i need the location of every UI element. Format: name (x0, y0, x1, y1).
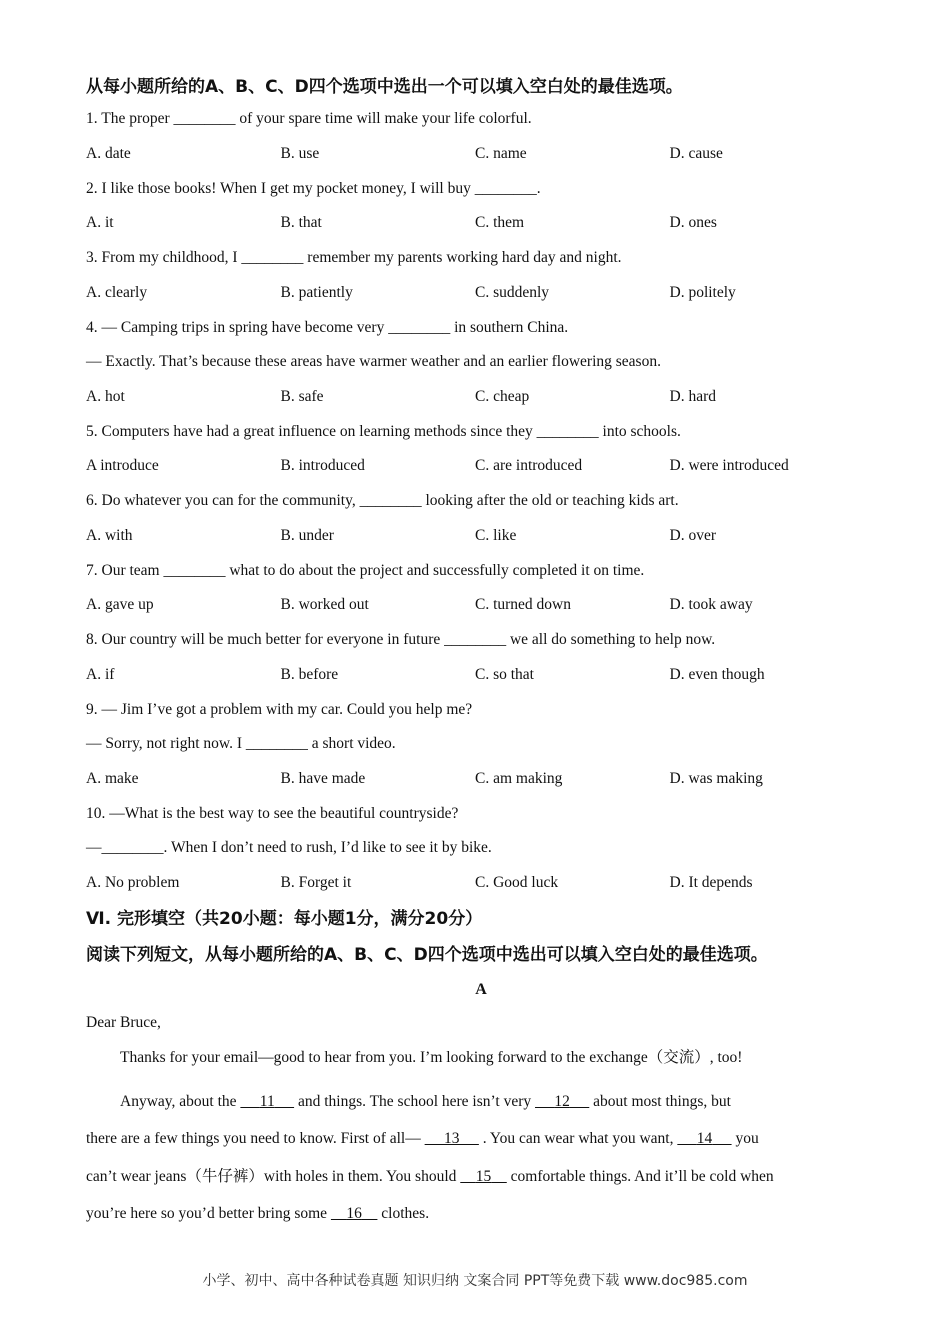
answer-option[interactable]: D. ones (669, 214, 717, 231)
answer-options (86, 213, 876, 233)
answer-options (86, 526, 876, 546)
question-text: 7. Our team ________ what to do about the project and successfully completed it on time. (86, 561, 645, 579)
answer-options (86, 595, 876, 615)
passage-text: . You can wear what you want, (478, 1130, 678, 1147)
answer-option[interactable]: C. so that (475, 665, 534, 683)
passage-greeting: Dear Bruce, (86, 1013, 161, 1031)
question-item (86, 179, 876, 234)
question-item (86, 700, 876, 789)
cloze-blank-16: 16 (346, 1205, 362, 1222)
answer-option[interactable]: B. worked out (280, 596, 369, 613)
answer-option[interactable]: A. with (86, 526, 133, 544)
answer-option[interactable]: D. cause (669, 144, 723, 162)
question-text: 9. — Jim I’ve got a problem with my car. Could you help me? (86, 700, 473, 718)
answer-options (86, 873, 876, 893)
question-item (86, 109, 876, 164)
answer-option[interactable]: D. were introduced (669, 457, 789, 474)
passage-text: can’t wear jeans（牛仔裤）with holes in them. You should (86, 1167, 461, 1185)
question-item (86, 561, 876, 616)
cloze-blank-13: 13 (444, 1130, 460, 1147)
answer-option[interactable]: C. name (475, 144, 527, 162)
answer-option[interactable]: A. No problem (86, 873, 180, 891)
answer-option[interactable]: D. hard (669, 387, 716, 405)
answer-option[interactable]: B. under (280, 526, 334, 544)
passage-text: Anyway, about the (120, 1092, 241, 1110)
question-text: — Sorry, not right now. I ________ a short video. (86, 735, 396, 752)
answer-options (86, 769, 876, 789)
answer-options (86, 283, 876, 303)
question-list (86, 109, 876, 893)
answer-options (86, 456, 876, 476)
question-text: 2. I like those books! When I get my pocket money, I will buy ________. (86, 179, 541, 197)
question-item (86, 491, 876, 546)
answer-option[interactable]: C. turned down (475, 596, 572, 613)
question-item (86, 422, 876, 477)
section-title: Ⅵ. 完形填空（共20小题：每小题1分，满分20分） (86, 908, 483, 929)
passage-text: there are a few things you need to know. First of all— (86, 1130, 425, 1147)
answer-option[interactable]: A introduce (86, 457, 159, 474)
answer-option[interactable]: B. before (280, 665, 339, 683)
question-text: 10. —What is the best way to see the beautiful countryside? (86, 804, 459, 822)
cloze-blank-12: 12 (554, 1092, 570, 1110)
question-item (86, 318, 876, 407)
question-item (86, 804, 876, 893)
answer-option[interactable]: C. them (475, 214, 525, 231)
passage-text: you’re here so you’d better bring some (86, 1205, 331, 1222)
answer-option[interactable]: C. are introduced (475, 457, 583, 474)
question-item (86, 248, 876, 303)
page-footer: 小学、初中、高中各种试卷真题 知识归纳 文案合同 PPT等免费下载 www.doc985.com (202, 1273, 748, 1289)
answer-option[interactable]: D. was making (669, 769, 763, 787)
answer-option[interactable]: D. politely (669, 283, 736, 301)
answer-option[interactable]: D. It depends (669, 873, 753, 891)
question-text: 3. From my childhood, I ________ remember my parents working hard day and night. (86, 249, 622, 266)
answer-option[interactable]: C. Good luck (475, 873, 559, 891)
question-text: 8. Our country will be much better for everyone in future ________ we all do something to help now. (86, 631, 716, 648)
answer-option[interactable]: B. introduced (280, 457, 365, 474)
passage-text: comfortable things. And it’ll be cold when (506, 1167, 774, 1185)
answer-option[interactable]: A. date (86, 144, 131, 162)
answer-option[interactable]: D. even though (669, 665, 765, 683)
answer-option[interactable]: A. clearly (86, 283, 148, 301)
passage-paragraph-2 (86, 1083, 876, 1233)
answer-option[interactable]: A. make (86, 769, 139, 787)
exam-page (86, 72, 876, 1233)
question-text: 6. Do whatever you can for the community, ________ looking after the old or teaching kids art. (86, 492, 679, 509)
answer-option[interactable]: C. suddenly (475, 283, 550, 301)
question-item (86, 630, 876, 685)
answer-option[interactable]: A. if (86, 665, 115, 683)
answer-option[interactable]: B. have made (280, 769, 366, 787)
answer-option[interactable]: B. safe (280, 387, 324, 405)
cloze-blank-14: 14 (696, 1130, 713, 1147)
answer-option[interactable]: D. over (669, 526, 716, 544)
section-instruction-2: 阅读下列短文，从每小题所给的A、B、C、D四个选项中选出可以填入空白处的最佳选项。 (86, 944, 768, 965)
section-instruction: 从每小题所给的A、B、C、D四个选项中选出一个可以填入空白处的最佳选项。 (86, 77, 683, 97)
passage-text: about most things, but (589, 1092, 731, 1110)
question-text: 5. Computers have had a great influence on learning methods since they ________ into schools. (86, 422, 681, 440)
answer-option[interactable]: B. use (280, 144, 320, 162)
passage-text: clothes. (377, 1205, 430, 1222)
answer-option[interactable]: B. that (280, 214, 322, 231)
answer-option[interactable]: B. Forget it (280, 873, 352, 891)
answer-option[interactable]: A. hot (86, 387, 125, 405)
passage-label: A (475, 980, 487, 998)
question-text: — Exactly. That’s because these areas have warmer weather and an earlier flowering season. (86, 353, 661, 370)
answer-option[interactable]: A. gave up (86, 596, 154, 613)
passage-text: and things. The school here isn’t very (294, 1092, 536, 1110)
answer-option[interactable]: C. cheap (475, 387, 530, 405)
question-text: —________. When I don’t need to rush, I’d like to see it by bike. (86, 839, 492, 856)
answer-options (86, 144, 876, 164)
answer-option[interactable]: D. took away (669, 596, 753, 613)
answer-options (86, 387, 876, 407)
cloze-blank-15: 15 (475, 1167, 492, 1185)
answer-option[interactable]: C. like (475, 526, 517, 544)
cloze-blank-11: 11 (259, 1092, 275, 1110)
answer-option[interactable]: C. am making (475, 769, 563, 787)
question-text: 4. — Camping trips in spring have become very ________ in southern China. (86, 318, 569, 336)
answer-option[interactable]: A. it (86, 214, 114, 231)
passage-text: you (731, 1130, 759, 1147)
answer-options (86, 665, 876, 685)
question-text: 1. The proper ________ of your spare time will make your life colorful. (86, 110, 532, 127)
passage-paragraph-1: Thanks for your email—good to hear from you. I’m looking forward to the exchange（交流）, too! (120, 1048, 743, 1066)
answer-option[interactable]: B. patiently (280, 283, 353, 301)
